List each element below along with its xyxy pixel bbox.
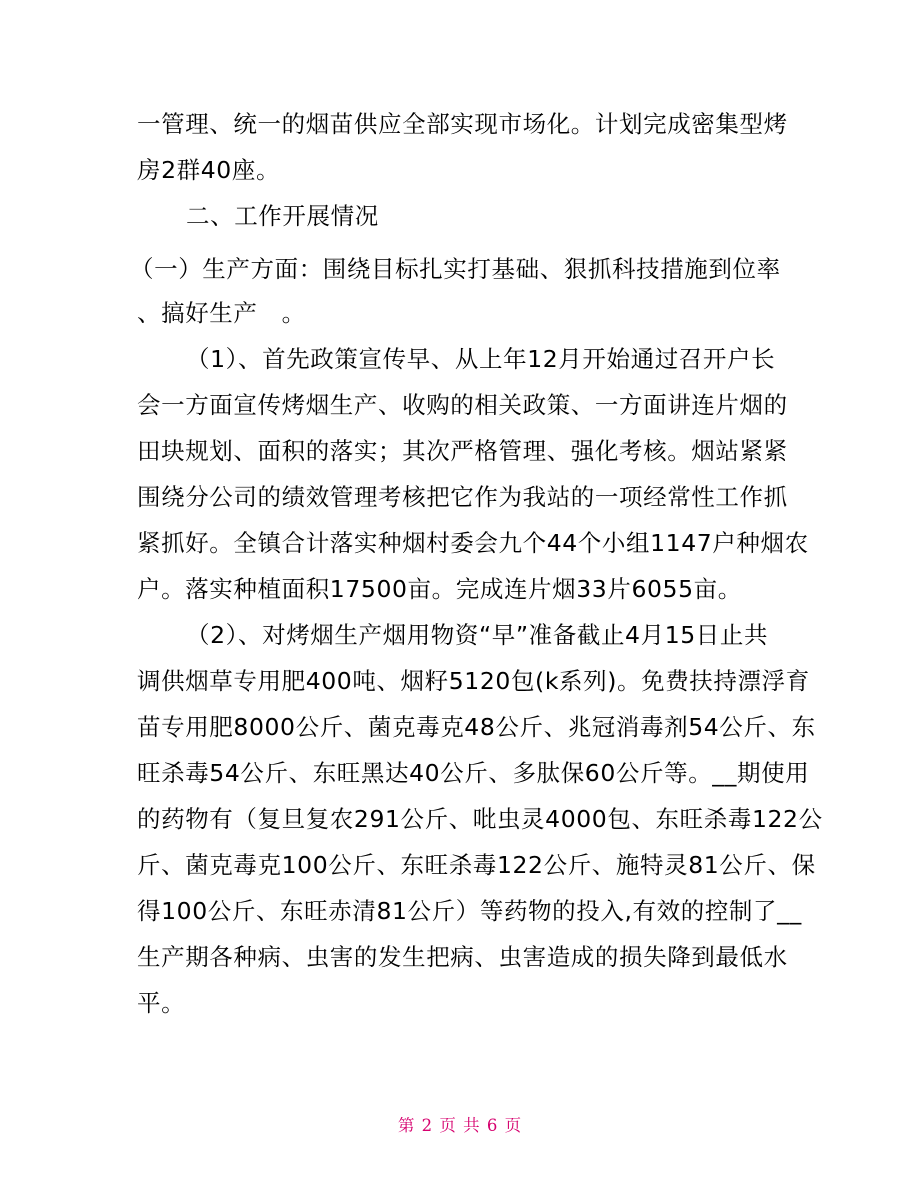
subsection-heading: （一）生产方面：围绕目标扎实打基础、狠抓科技措施到位率 <box>130 255 781 283</box>
text-line: 围绕分公司的绩效管理考核把它作为我站的一项经常性工作抓 <box>137 483 788 511</box>
text-line: 调供烟草专用肥400吨、烟籽5120包(k系列)。免费扶持漂浮育 <box>137 667 810 695</box>
text-line: 、搞好生产 。 <box>137 299 306 327</box>
text-line: 一管理、统一的烟苗供应全部实现市场化。计划完成密集型烤 <box>137 110 788 138</box>
text-line: 斤、菌克毒克100公斤、东旺杀毒122公斤、施特灵81公斤、保 <box>137 851 816 879</box>
text-line: 生产期各种病、虫害的发生把病、虫害造成的损失降到最低水 <box>137 943 788 971</box>
text-line: 的药物有（复旦复农291公斤、吡虫灵4000包、东旺杀毒122公 <box>137 805 823 833</box>
text-line: 旺杀毒54公斤、东旺黑达40公斤、多肽保60公斤等。__期使用 <box>137 759 810 787</box>
text-line: 户。落实种植面积17500亩。完成连片烟33片6055亩。 <box>137 575 742 603</box>
text-line: 紧抓好。全镇合计落实种烟村委会九个44个小组1147户种烟农 <box>137 529 809 557</box>
text-line: 平。 <box>137 989 186 1017</box>
paragraph-start: （1）、首先政策宣传早、从上年12月开始通过召开户长 <box>186 345 776 373</box>
page-number-footer: 第 2 页 共 6 页 <box>397 1116 523 1135</box>
section-heading: 二、工作开展情况 <box>186 202 379 230</box>
text-line: 苗专用肥8000公斤、菌克毒克48公斤、兆冠消毒剂54公斤、东 <box>137 713 816 741</box>
text-line: 房2群40座。 <box>137 156 281 184</box>
text-line: 田块规划、面积的落实；其次严格管理、强化考核。烟站紧紧 <box>137 437 788 465</box>
paragraph-start: （2）、对烤烟生产烟用物资“早”准备截止4月15日止共 <box>186 621 769 649</box>
text-line: 得100公斤、东旺赤清81公斤）等药物的投入,有效的控制了__ <box>137 897 802 925</box>
text-line: 会一方面宣传烤烟生产、收购的相关政策、一方面讲连片烟的 <box>137 391 788 419</box>
